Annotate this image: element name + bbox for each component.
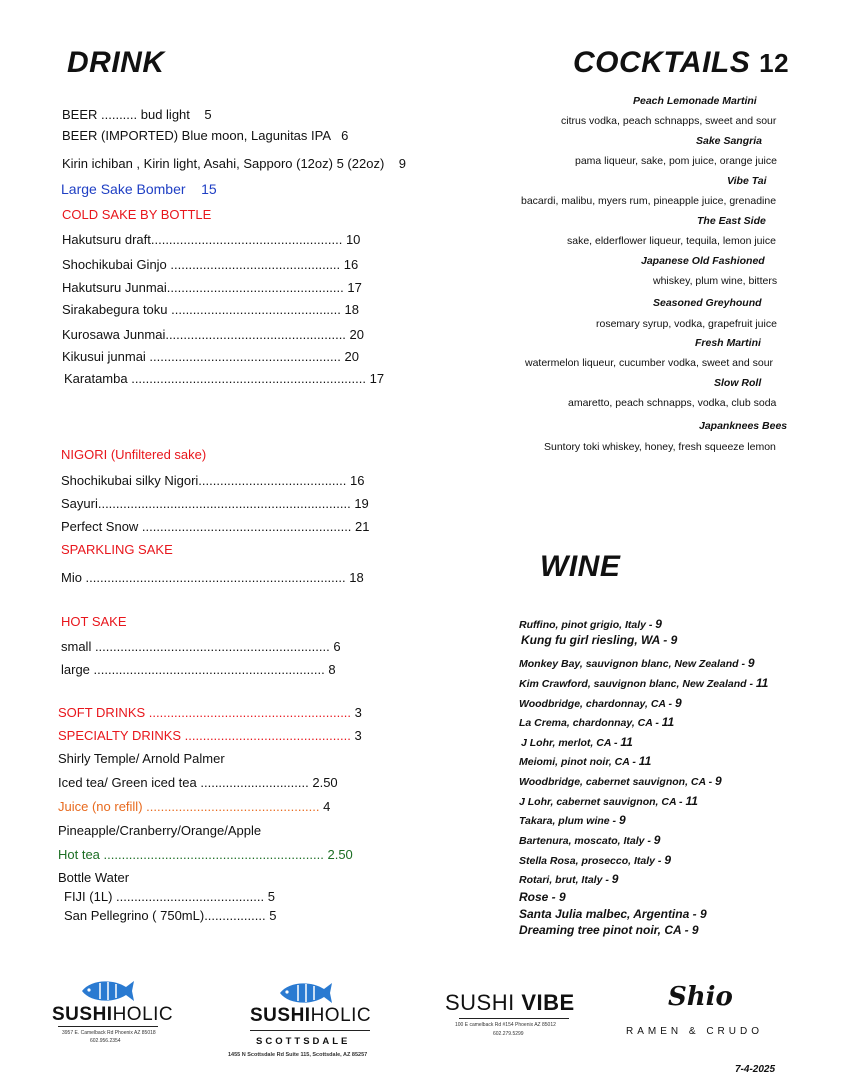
cocktail-name: Seasoned Greyhound: [653, 297, 762, 309]
menu-line: large ................................................................ 8: [61, 662, 336, 677]
cocktail-desc: bacardi, malibu, myers rum, pineapple juice, grenadine: [521, 195, 777, 207]
cocktail-desc: citrus vodka, peach schnapps, sweet and sour: [561, 115, 777, 127]
logo-brand: Shio: [668, 982, 733, 1012]
cold-sake-heading: COLD SAKE BY BOTTLE: [62, 207, 212, 222]
hot-tea-line: Hot tea ............................................................. 2.50: [58, 847, 353, 862]
cocktail-name: Vibe Tai: [727, 175, 767, 187]
fish-icon: [80, 978, 136, 1004]
wine-line: La Crema, chardonnay, CA - 11: [519, 715, 675, 729]
cocktail-name: Japanese Old Fashioned: [641, 255, 765, 267]
soft-drinks-line: SOFT DRINKS ........................................................ 3: [58, 705, 362, 720]
cocktail-name: Japanknees Bees: [699, 420, 788, 432]
menu-line: Kikusui junmai ..................................................... 20: [62, 349, 359, 364]
wine-line: Meiomi, pinot noir, CA - 11: [519, 754, 652, 768]
sparkling-heading: SPARKLING SAKE: [61, 542, 173, 557]
logo-address: 1455 N Scottsdale Rd Suite 115, Scottsdale, AZ 85257: [228, 1052, 368, 1058]
menu-line: Large Sake Bomber 15: [61, 181, 217, 197]
wine-line: Takara, plum wine - 9: [519, 813, 626, 827]
menu-line: Sayuri...................................................................... 19: [61, 496, 369, 511]
wine-line: Woodbridge, chardonnay, CA - 9: [519, 696, 682, 710]
wine-line: Bartenura, moscato, Italy - 9: [519, 833, 661, 847]
menu-line: Karatamba ................................................................. 17: [64, 371, 385, 386]
juice-flavors-line: Pineapple/Cranberry/Orange/Apple: [58, 823, 262, 838]
hot-sake-heading: HOT SAKE: [61, 614, 127, 629]
logo-address: 3957 E. Camelback Rd Phoenix AZ 85018: [62, 1030, 156, 1036]
menu-line: BEER .......... bud light 5: [62, 107, 212, 122]
cocktail-name: Peach Lemonade Martini: [633, 95, 757, 107]
nigori-heading: NIGORI (Unfiltered sake): [61, 447, 207, 462]
juice-line: Juice (no refill) ................................................ 4: [58, 799, 331, 814]
sushiholic-scottsdale-logo: [228, 980, 398, 1065]
fiji-line: FIJI (1L) ......................................... 5: [64, 889, 275, 904]
logo-brand: SUSHIHOLIC: [250, 1005, 372, 1026]
cocktail-desc: whiskey, plum wine, bitters: [653, 275, 778, 287]
menu-line: small ................................................................. 6: [61, 639, 341, 654]
menu-line: Perfect Snow .......................................................... 21: [61, 519, 370, 534]
shio-logo: [620, 982, 780, 1042]
menu-date: 7-4-2025: [735, 1064, 776, 1075]
sushiholic-phoenix-logo: [52, 978, 174, 1048]
menu-line: Kirin ichiban , Kirin light, Asahi, Sapporo (12oz) 5 (22oz) 9: [62, 156, 406, 171]
cocktail-desc: pama liqueur, sake, pom juice, orange juice: [575, 155, 777, 167]
menu-line: Shochikubai Ginjo ............................................... 16: [62, 257, 359, 272]
logo-brand: SUSHIHOLIC: [52, 1004, 174, 1025]
wine-line: Dreaming tree pinot noir, CA - 9: [519, 923, 699, 937]
fish-icon: [278, 980, 334, 1006]
iced-tea-line: Iced tea/ Green iced tea .............................. 2.50: [58, 775, 338, 790]
cocktail-desc: Suntory toki whiskey, honey, fresh squeeze lemon: [544, 441, 776, 453]
cocktail-desc: watermelon liqueur, cucumber vodka, sweet and sour: [525, 357, 774, 369]
menu-line: Sirakabegura toku ............................................... 18: [62, 302, 359, 317]
wine-line: Kung fu girl riesling, WA - 9: [521, 633, 678, 647]
bottle-water-line: Bottle Water: [58, 870, 130, 885]
menu-line: Hakutsuru Junmai................................................. 17: [62, 280, 362, 295]
sushivibe-logo: [445, 990, 585, 1050]
logo-tagline: RAMEN & CRUDO: [626, 1026, 764, 1037]
specialty-drinks-line: SPECIALTY DRINKS .............................................. 3: [58, 728, 362, 743]
shirly-temple-line: Shirly Temple/ Arnold Palmer: [58, 751, 225, 766]
divider: [459, 1018, 569, 1019]
divider: [250, 1030, 370, 1031]
cocktail-desc: amaretto, peach schnapps, vodka, club soda: [568, 397, 777, 409]
cocktail-name: Fresh Martini: [695, 337, 761, 349]
wine-line: Rotari, brut, Italy - 9: [519, 872, 619, 886]
wine-line: Woodbridge, cabernet sauvignon, CA - 9: [519, 774, 722, 788]
wine-line: Ruffino, pinot grigio, Italy - 9: [519, 617, 662, 631]
wine-line: J Lohr, merlot, CA - 11: [521, 735, 633, 749]
logo-brand: SUSHI VIBE: [445, 990, 575, 1015]
cocktail-name: Sake Sangria: [696, 135, 762, 147]
menu-line: BEER (IMPORTED) Blue moon, Lagunitas IPA 6: [62, 128, 349, 143]
wine-line: Monkey Bay, sauvignon blanc, New Zealand - 9: [519, 656, 755, 670]
logo-phone: 602.279.5299: [493, 1031, 524, 1037]
menu-line: Hakutsuru draft..................................................... 10: [62, 232, 361, 247]
wine-line: Stella Rosa, prosecco, Italy - 9: [519, 853, 671, 867]
menu-line: Mio ........................................................................ 18: [61, 570, 364, 585]
wine-line: Santa Julia malbec, Argentina - 9: [519, 907, 707, 921]
divider: [58, 1026, 158, 1027]
cocktail-desc: rosemary syrup, vodka, grapefruit juice: [596, 318, 777, 330]
cocktail-name: The East Side: [697, 215, 766, 227]
cocktails-heading: COCKTAILS 12: [573, 46, 790, 79]
logo-phone: 602.956.2354: [90, 1038, 121, 1044]
menu-line: Kurosawa Junmai.................................................. 20: [62, 327, 365, 342]
drink-heading: DRINK: [67, 46, 165, 79]
logo-address: 100 E camelback Rd #154 Phoenix AZ 85012: [455, 1022, 556, 1028]
cocktail-desc: sake, elderflower liqueur, tequila, lemon juice: [567, 235, 776, 247]
pellegrino-line: San Pellegrino ( 750mL)................. 5: [64, 908, 277, 923]
wine-line: Rose - 9: [519, 890, 566, 904]
wine-line: J Lohr, cabernet sauvignon, CA - 11: [519, 794, 698, 808]
wine-heading: WINE: [540, 550, 621, 583]
menu-line: Shochikubai silky Nigori......................................... 16: [61, 473, 365, 488]
wine-line: Kim Crawford, sauvignon blanc, New Zealand - 11: [519, 676, 769, 690]
logo-city: SCOTTSDALE: [256, 1036, 351, 1047]
cocktail-name: Slow Roll: [714, 377, 762, 389]
